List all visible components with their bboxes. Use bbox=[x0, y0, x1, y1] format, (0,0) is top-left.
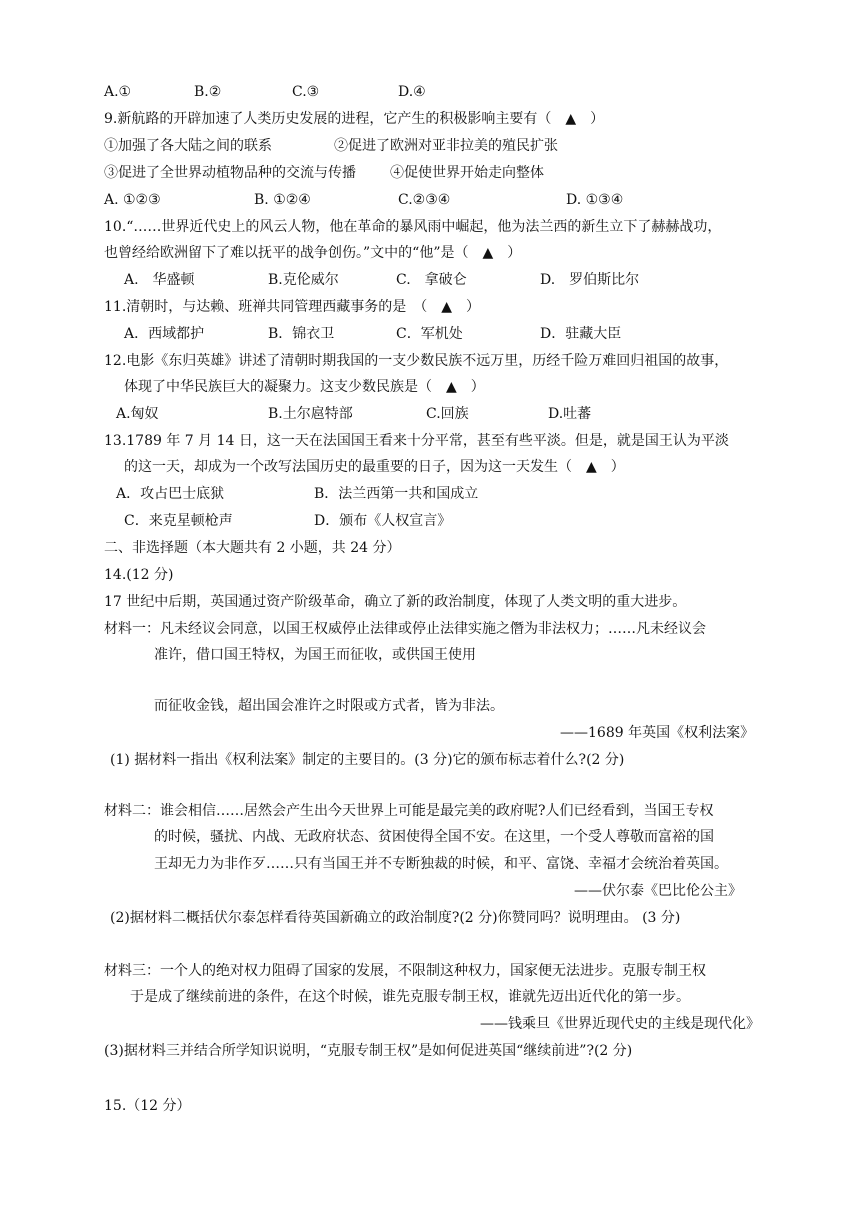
q14-material1-line2: 准许，借口国王特权，为国王而征收，或供国王使用 bbox=[154, 647, 476, 663]
q10-option-c: C. 拿破仑 bbox=[396, 272, 467, 288]
q8-option-b: B.② bbox=[194, 84, 222, 100]
q14-subquestion-1: (1) 据材料一指出《权利法案》制定的主要目的。(3 分)它的颁布标志着什么?(2 分) bbox=[110, 752, 625, 768]
q9-stem: 9.新航路的开辟加速了人类历史发展的进程，它产生的积极影响主要有（ ▲ ） bbox=[104, 111, 605, 127]
q11-option-c: C．军机处 bbox=[396, 326, 463, 342]
q13-stem-line1: 13.1789 年 7 月 14 日，这一天在法国国王看来十分平常，甚至有些平淡。但是，就是国王认为平淡 bbox=[104, 433, 729, 449]
q15-header: 15.（12 分） bbox=[104, 1098, 191, 1114]
q11-option-d: D．驻藏大臣 bbox=[540, 326, 622, 342]
q10-option-d: D. 罗伯斯比尔 bbox=[540, 272, 640, 288]
q11-option-b: B．锦衣卫 bbox=[268, 326, 335, 342]
q8-option-a: A.① bbox=[104, 84, 132, 100]
q14-material1-line1: 材料一：凡未经议会同意，以国王权威停止法律或停止法律实施之僭为非法权力；……凡未经议会 bbox=[104, 621, 706, 637]
q14-header: 14.(12 分) bbox=[104, 567, 174, 583]
q8-option-c: C.③ bbox=[292, 84, 320, 100]
q9-item-3: ③促进了全世界动植物品种的交流与传播 bbox=[104, 165, 356, 181]
q14-material2-source: ——伏尔泰《巴比伦公主》 bbox=[574, 883, 742, 899]
q10-stem-line2: 也曾经给欧洲留下了难以抚平的战争创伤。”文中的“他”是（ ▲ ） bbox=[104, 245, 522, 261]
q12-option-d: D.吐蕃 bbox=[548, 406, 592, 422]
q12-option-c: C.回族 bbox=[426, 406, 469, 422]
q9-option-b: B. ①②④ bbox=[254, 192, 311, 208]
q13-option-c: C．来克星顿枪声 bbox=[124, 513, 233, 529]
q14-material3-line1: 材料三：一个人的绝对权力阻碍了国家的发展，不限制这种权力，国家便无法进步。克服专制王权 bbox=[104, 963, 706, 979]
q12-option-a: A.匈奴 bbox=[116, 406, 159, 422]
q9-option-a: A. ①②③ bbox=[104, 192, 161, 208]
section-2-title: 二、非选择题（本大题共有 2 小题，共 24 分） bbox=[104, 540, 401, 556]
q14-material2-line3: 王却无力为非作歹……只有当国王并不专断独裁的时候，和平、富饶、幸福才会统治着英国。 bbox=[154, 856, 728, 872]
q9-item-2: ②促进了欧洲对亚非拉美的殖民扩张 bbox=[334, 138, 558, 154]
q9-option-c: C.②③④ bbox=[398, 192, 451, 208]
q9-item-1: ①加强了各大陆之间的联系 bbox=[104, 138, 272, 154]
q10-option-b: B.克伦威尔 bbox=[268, 272, 339, 288]
q9-item-4: ④促使世界开始走向整体 bbox=[390, 165, 544, 181]
q13-option-a: A．攻占巴士底狱 bbox=[116, 486, 225, 502]
q10-stem-line1: 10.“……世界近代史上的风云人物，他在革命的暴风雨中崛起，他为法兰西的新生立下了赫赫战功， bbox=[104, 219, 722, 235]
q14-subquestion-2: (2)据材料二概括伏尔泰怎样看待英国新确立的政治制度?(2 分)你赞同吗？说明理由。 (3 分) bbox=[110, 910, 681, 926]
q14-material3-line2: 于是成了继续前进的条件，在这个时候，谁先克服专制王权，谁就先迈出近代化的第一步。 bbox=[130, 989, 690, 1005]
q10-option-a: A. 华盛顿 bbox=[124, 272, 195, 288]
q14-material2-line2: 的时候，骚扰、内战、无政府状态、贫困使得全国不安。在这里，一个受人尊敬而富裕的国 bbox=[154, 829, 714, 845]
q12-option-b: B.土尔扈特部 bbox=[268, 406, 353, 422]
q14-material2-line1: 材料二：谁会相信……居然会产生出今天世界上可能是最完美的政府呢?人们已经看到，当国王专权 bbox=[104, 803, 714, 819]
q14-material1-source: ——1689 年英国《权利法案》 bbox=[560, 725, 755, 741]
q11-stem: 11.清朝时，与达赖、班禅共同管理西藏事务的是 （ ▲ ） bbox=[104, 299, 481, 315]
q14-material3-source: ——钱乘旦《世界近现代史的主线是现代化》 bbox=[480, 1016, 760, 1032]
q13-stem-line2: 的这一天，却成为一个改写法国历史的最重要的日子，因为这一天发生（ ▲ ） bbox=[124, 459, 625, 475]
q14-material1-line3: 而征收金钱，超出国会准许之时限或方式者，皆为非法。 bbox=[154, 698, 504, 714]
q13-option-b: B．法兰西第一共和国成立 bbox=[314, 486, 479, 502]
q12-stem-line1: 12.电影《东归英雄》讲述了清朝时期我国的一支少数民族不远万里，历经千险万难回归祖国的故事， bbox=[104, 353, 729, 369]
q8-option-d: D.④ bbox=[398, 84, 426, 100]
q14-intro: 17 世纪中后期，英国通过资产阶级革命，确立了新的政治制度，体现了人类文明的重大进步。 bbox=[104, 594, 687, 610]
q14-subquestion-3: (3)据材料三并结合所学知识说明，“克服专制王权”是如何促进英国“继续前进”?(2 分) bbox=[104, 1043, 633, 1059]
q9-option-d: D. ①③④ bbox=[566, 192, 624, 208]
q12-stem-line2: 体现了中华民族巨大的凝聚力。这支少数民族是（ ▲ ） bbox=[124, 379, 485, 395]
q11-option-a: A．西域都护 bbox=[124, 326, 205, 342]
q13-option-d: D．颁布《人权宣言》 bbox=[314, 513, 452, 529]
